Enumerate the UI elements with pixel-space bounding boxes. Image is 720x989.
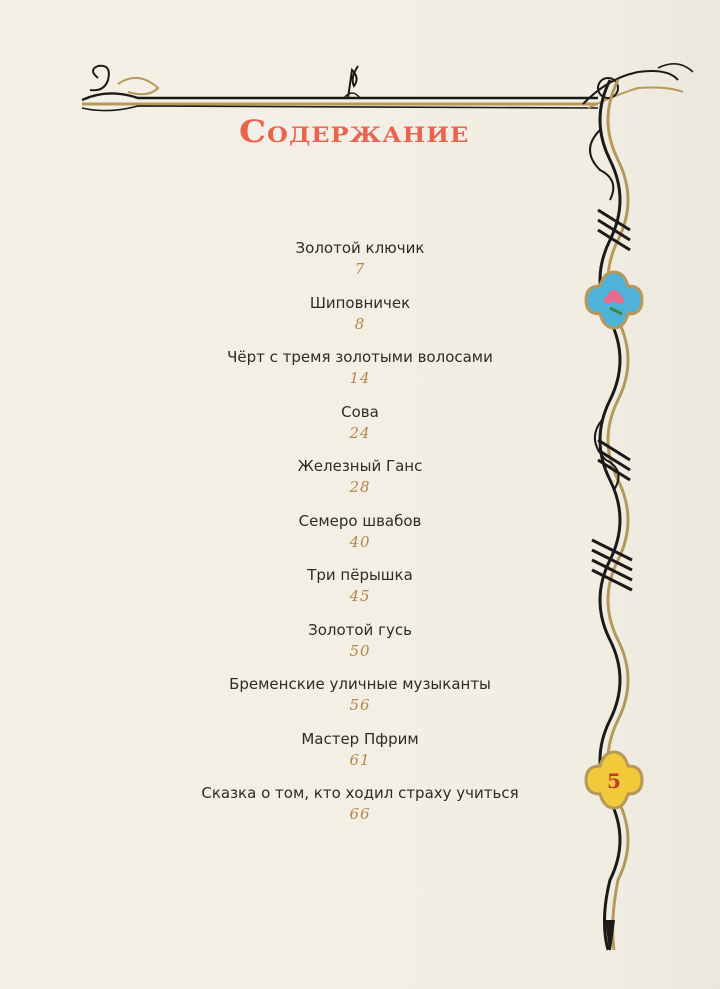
toc-entry-page: 7 <box>354 260 366 278</box>
toc-entry[interactable] <box>150 729 570 784</box>
toc-entry[interactable] <box>150 565 570 620</box>
toc-entry-title: Мастер Пфрим <box>301 729 419 748</box>
toc-entry-title: Семеро швабов <box>298 511 422 530</box>
toc-entry-page: 45 <box>349 587 371 605</box>
toc-entry-page: 8 <box>354 314 366 333</box>
contents-title: Содержание <box>239 114 470 151</box>
toc-entry[interactable] <box>150 402 570 457</box>
table-of-contents <box>150 238 570 838</box>
flower-medallion-icon <box>586 272 642 328</box>
toc-entry-title: Шиповничек <box>309 293 411 312</box>
toc-entry-title: Чёрт с тремя золотыми волосами <box>227 348 493 366</box>
toc-entry-title: Сова <box>341 402 379 421</box>
toc-entry[interactable] <box>150 456 570 511</box>
toc-entry-page: 14 <box>349 369 371 387</box>
toc-entry-title: Золотой гусь <box>308 620 412 639</box>
toc-entry-page: 28 <box>349 478 371 496</box>
toc-entry[interactable] <box>150 347 570 402</box>
toc-entry-page: 40 <box>349 532 371 551</box>
toc-entry[interactable] <box>150 238 570 293</box>
toc-entry-page: 56 <box>349 696 371 714</box>
toc-entry-page: 24 <box>349 423 371 442</box>
toc-entry-title: Три пёрышка <box>307 566 413 584</box>
toc-entry-title: Бременские уличные музыканты <box>229 675 491 693</box>
toc-entry[interactable] <box>150 674 570 729</box>
page-number-medallion <box>586 752 642 808</box>
toc-entry-page: 61 <box>349 750 371 769</box>
toc-entry-title: Золотой ключик <box>295 239 425 257</box>
toc-entry-title: Сказка о том, кто ходил страху учиться <box>201 784 519 802</box>
toc-entry-page: 50 <box>349 641 371 660</box>
side-ornamental-border <box>570 60 670 960</box>
toc-entry[interactable] <box>150 783 570 838</box>
toc-entry[interactable] <box>150 511 570 566</box>
page-number: 5 <box>607 769 621 793</box>
toc-entry-title: Железный Ганс <box>297 457 423 475</box>
toc-entry[interactable] <box>150 293 570 348</box>
toc-entry-page: 66 <box>349 805 371 823</box>
toc-entry[interactable] <box>150 620 570 675</box>
